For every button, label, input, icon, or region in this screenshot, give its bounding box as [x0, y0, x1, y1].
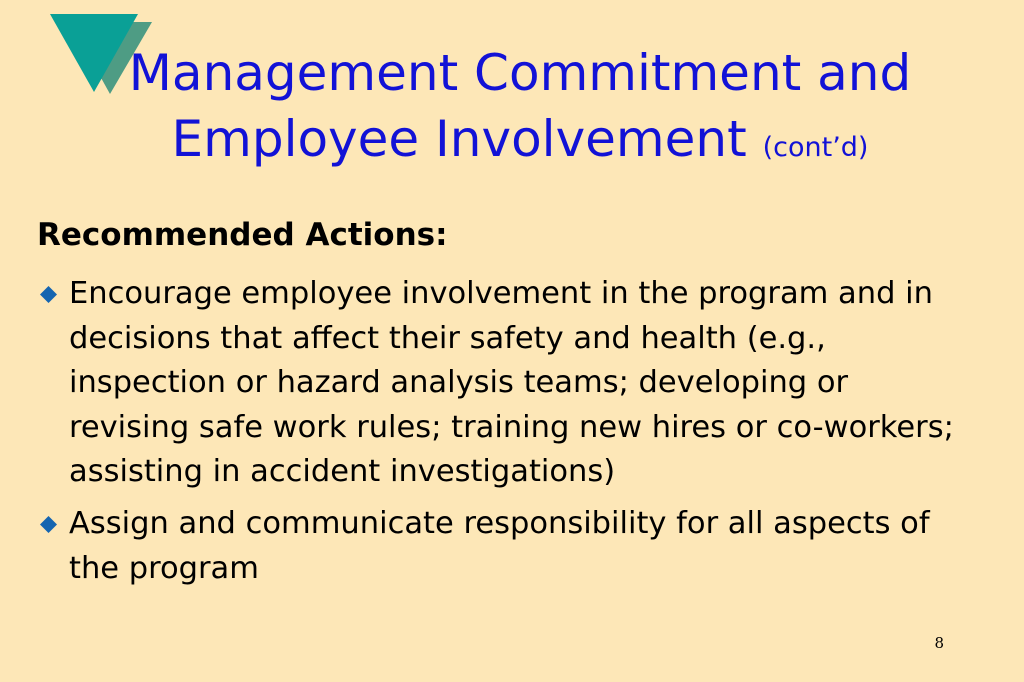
slide-title [40, 40, 1000, 181]
bullet-list [37, 272, 967, 598]
diamond-bullet-icon [40, 516, 57, 533]
title-line-2: Employee Involvement [171, 110, 747, 168]
title-suffix: (cont’d) [762, 132, 869, 163]
bullet-item-2 [37, 502, 967, 591]
subheading: Recommended Actions: [37, 217, 448, 253]
bullet-item-1 [37, 272, 967, 495]
bullet-text-1: Encourage employee involvement in the program and in decisions that affect their safety and health (e.g., inspection or hazard analysis teams; developing or revising safe work rules; training new hires or co-workers; assisting in accident investigations) [69, 276, 954, 490]
slide-number: 8 [934, 634, 944, 652]
bullet-text-2: Assign and communicate responsibility for all aspects of the program [69, 505, 930, 586]
title-line-1: Management Commitment and [128, 44, 912, 102]
diamond-bullet-icon [40, 286, 57, 303]
